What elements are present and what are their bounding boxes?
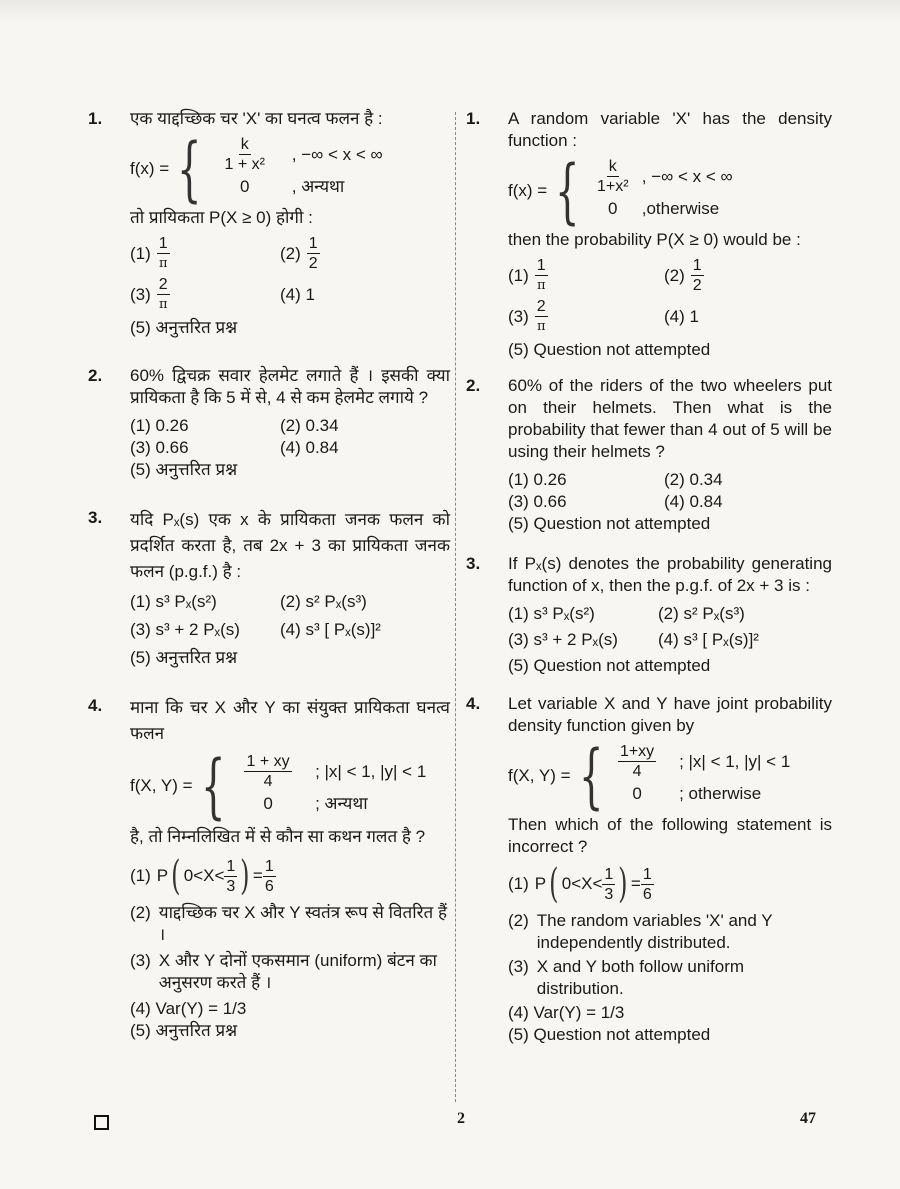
question-stem: If Pₓ(s) denotes the probability generating function of x, then the p.g.f. of 2x + 3 is : xyxy=(508,554,832,595)
option-label: (1) xyxy=(130,866,151,885)
fraction-numerator: 1 xyxy=(536,257,546,274)
equals-sign: = xyxy=(630,874,641,893)
inequality-text: 0<X< xyxy=(183,866,225,885)
options xyxy=(130,591,450,669)
option-label: (2) xyxy=(130,903,151,922)
option-label: (3) xyxy=(508,306,529,326)
option-1 xyxy=(508,257,664,294)
fraction-denominator: 6 xyxy=(264,877,274,895)
fraction-denominator: π xyxy=(536,319,546,334)
options xyxy=(508,469,832,535)
fraction-denominator: 4 xyxy=(632,763,642,780)
fraction-denominator: 1 + x² xyxy=(224,156,265,173)
option-4: (4) 1 xyxy=(664,306,699,326)
option-text: X and Y both follow uniform distribution. xyxy=(536,957,745,998)
column-divider xyxy=(455,112,456,1102)
question-number: 2. xyxy=(466,376,481,395)
fraction-denominator: π xyxy=(536,278,546,293)
question-number: 1. xyxy=(88,109,103,128)
option-label: (2) xyxy=(664,265,685,285)
fraction-denominator: 2 xyxy=(308,255,318,272)
options xyxy=(130,415,450,481)
option-text: X और Y दोनों एकसमान (uniform) बंटन का अनुसरण करते हैं । xyxy=(158,951,437,992)
function-lhs: f(X, Y) = xyxy=(130,775,193,795)
english-question-4 xyxy=(466,693,832,1046)
case-condition: ; |x| < 1, |y| < 1 xyxy=(315,761,427,781)
case-condition: , अन्यथा xyxy=(291,177,345,196)
case-condition: ; otherwise xyxy=(679,784,762,803)
option-4: (4) s³ [ Pₓ(s)]² xyxy=(280,620,381,639)
option-3 xyxy=(130,950,450,994)
function-lhs: f(x) = xyxy=(130,158,170,178)
fraction-denominator: π xyxy=(158,297,168,312)
option-3: (3) 0.66 xyxy=(130,438,189,457)
option-2: (2) 0.34 xyxy=(664,470,723,489)
question-ask: है, तो निम्नलिखित में से कौन सा कथन गलत है ? xyxy=(130,827,426,846)
question-ask: then the probability P(X ≥ 0) would be : xyxy=(508,230,801,249)
case-value: 0 xyxy=(240,177,250,196)
hindi-question-3 xyxy=(88,507,450,669)
question-number: 4. xyxy=(88,696,103,715)
option-1: (1) s³ Pₓ(s²) xyxy=(508,604,595,623)
fraction-numerator: k xyxy=(608,158,617,175)
option-2 xyxy=(130,902,450,946)
function-lhs: f(X, Y) = xyxy=(508,765,571,785)
fraction-denominator: 2 xyxy=(692,277,702,294)
options xyxy=(508,257,832,361)
option-label: (2) xyxy=(508,911,529,930)
option-label: (3) xyxy=(130,951,151,970)
case-condition: , −∞ < x < ∞ xyxy=(641,166,733,186)
question-stem: 60% द्विचक्र सवार हेलमेट लगाते हैं । इसकी क्या प्रायिकता है कि 5 में से, 4 से कम हेलमेट लगाये ? xyxy=(130,366,450,407)
footer-square-mark xyxy=(94,1115,109,1130)
option-5: (5) अनुत्तरित प्रश्न xyxy=(130,648,238,667)
question-stem: यदि Pₓ(s) एक x के प्रायिकता जनक फलन को प्रदर्शित करता है, तब 2x + 3 का प्रायिकता जनक फलन (p.g.f.) है : xyxy=(130,510,450,581)
hindi-question-4 xyxy=(88,695,450,1042)
option-2: (2) s² Pₓ(s³) xyxy=(658,604,745,623)
left-brace: { xyxy=(200,744,226,827)
option-text: The random variables 'X' and Y independently distributed. xyxy=(536,911,773,952)
question-ask: Then which of the following statement is incorrect ? xyxy=(508,815,832,856)
case-value: 0 xyxy=(263,794,273,813)
hindi-column xyxy=(88,108,450,1042)
option-4: (4) Var(Y) = 1/3 xyxy=(130,999,247,1018)
question-number: 3. xyxy=(466,554,481,573)
question-stem: माना कि चर X और Y का संयुक्त प्रायिकता घनत्व फलन xyxy=(130,698,450,743)
option-label: (1) xyxy=(130,243,151,263)
option-4: (4) 0.84 xyxy=(280,438,339,457)
probability-symbol: P xyxy=(156,866,169,885)
option-4: (4) s³ [ Pₓ(s)]² xyxy=(658,630,759,649)
english-column xyxy=(466,108,832,1046)
option-4: (4) 1 xyxy=(280,284,315,304)
option-5: (5) Question not attempted xyxy=(508,340,711,359)
fraction-denominator: 4 xyxy=(263,773,273,790)
question-number: 4. xyxy=(466,694,481,713)
option-5: (5) अनुत्तरित प्रश्न xyxy=(130,460,238,479)
page-number-right: 47 xyxy=(800,1110,816,1127)
question-number: 1. xyxy=(466,109,481,128)
option-3: (3) s³ + 2 Pₓ(s) xyxy=(508,630,618,649)
left-paren: ( xyxy=(549,861,559,907)
option-3: (3) s³ + 2 Pₓ(s) xyxy=(130,620,240,639)
case-value: 0 xyxy=(608,199,618,218)
option-4: (4) Var(Y) = 1/3 xyxy=(508,1003,625,1022)
fraction-numerator: 2 xyxy=(158,276,168,293)
option-3 xyxy=(508,956,832,1000)
question-stem: एक याद्दच्छिक चर 'X' का घनत्व फलन है : xyxy=(130,109,383,128)
piecewise-function xyxy=(508,734,832,817)
function-lhs: f(x) = xyxy=(508,180,548,200)
case-condition: , −∞ < x < ∞ xyxy=(291,144,383,164)
option-1: (1) 0.26 xyxy=(508,470,567,489)
fraction-numerator: 1 + xy xyxy=(246,753,290,770)
option-label: (3) xyxy=(508,957,529,976)
piecewise-function xyxy=(130,127,450,210)
option-3 xyxy=(130,276,280,313)
equals-sign: = xyxy=(252,866,263,885)
piecewise-function xyxy=(508,149,832,232)
fraction-denominator: 1+x² xyxy=(596,178,629,195)
fraction-numerator: 1 xyxy=(642,865,652,883)
option-1: (1) 0.26 xyxy=(130,416,189,435)
scan-top-shade xyxy=(0,0,900,22)
fraction-denominator: 6 xyxy=(642,885,652,903)
options xyxy=(508,861,832,1046)
left-brace: { xyxy=(177,127,202,210)
option-1: (1) s³ Pₓ(s²) xyxy=(130,592,217,611)
case-condition: ; अन्यथा xyxy=(315,794,368,813)
option-5: (5) अनुत्तरित प्रश्न xyxy=(130,318,238,337)
option-text: याद्दच्छिक चर X और Y स्वतंत्र रूप से वितरित हैं । xyxy=(158,903,447,944)
probability-symbol: P xyxy=(534,874,547,893)
hindi-question-2 xyxy=(88,365,450,481)
piecewise-function xyxy=(130,744,450,827)
option-label: (2) xyxy=(280,243,301,263)
question-number: 3. xyxy=(88,508,103,527)
question-stem: 60% of the riders of the two wheelers put on their helmets. Then what is the probability that fewer than 4 out of 5 will be using their helmets ? xyxy=(508,376,832,461)
density-fraction xyxy=(595,158,631,195)
option-1 xyxy=(130,235,280,272)
option-5: (5) अनुत्तरित प्रश्न xyxy=(130,1021,238,1040)
case-condition: ; |x| < 1, |y| < 1 xyxy=(679,751,791,771)
left-brace: { xyxy=(578,734,604,817)
question-number: 2. xyxy=(88,366,103,385)
question-stem: A random variable 'X' has the density function : xyxy=(508,109,832,150)
option-5: (5) Question not attempted xyxy=(508,656,711,675)
density-fraction xyxy=(244,753,291,790)
fraction-numerator: 1 xyxy=(604,865,614,883)
fraction-numerator: 1 xyxy=(226,857,236,875)
question-stem: Let variable X and Y have joint probability density function given by xyxy=(508,694,832,735)
option-2 xyxy=(280,235,450,272)
fraction-numerator: 1 xyxy=(308,235,318,252)
option-1 xyxy=(508,861,832,907)
fraction-numerator: 1 xyxy=(264,857,274,875)
density-fraction xyxy=(223,136,267,173)
option-label: (3) xyxy=(130,284,151,304)
option-4: (4) 0.84 xyxy=(664,492,723,511)
case-condition: ,otherwise xyxy=(641,199,720,218)
page-number-left: 2 xyxy=(457,1110,465,1127)
fraction-numerator: 1 xyxy=(692,257,702,274)
option-3 xyxy=(508,298,664,335)
option-2 xyxy=(664,257,832,294)
left-paren: ( xyxy=(171,853,181,899)
option-5: (5) Question not attempted xyxy=(508,1025,711,1044)
english-question-2 xyxy=(466,375,832,535)
fraction-numerator: 1+xy xyxy=(619,743,655,760)
fraction-denominator: π xyxy=(158,256,168,271)
inequality-text: 0<X< xyxy=(561,874,603,893)
options xyxy=(130,235,450,339)
right-paren: ) xyxy=(618,861,628,907)
english-question-1 xyxy=(466,108,832,361)
english-question-3 xyxy=(466,553,832,677)
option-2: (2) s² Pₓ(s³) xyxy=(280,592,367,611)
fraction-denominator: 3 xyxy=(226,877,236,895)
density-fraction xyxy=(618,743,656,780)
option-2 xyxy=(508,910,832,954)
option-label: (1) xyxy=(508,265,529,285)
option-5: (5) Question not attempted xyxy=(508,514,711,533)
options xyxy=(130,853,450,1042)
left-brace: { xyxy=(555,149,580,232)
fraction-numerator: 2 xyxy=(536,298,546,315)
option-2: (2) 0.34 xyxy=(280,416,339,435)
options xyxy=(508,603,832,677)
hindi-question-1 xyxy=(88,108,450,339)
fraction-denominator: 3 xyxy=(604,885,614,903)
question-ask: तो प्रायिकता P(X ≥ 0) होगी : xyxy=(130,208,313,227)
fraction-numerator: 1 xyxy=(158,235,168,252)
fraction-numerator: k xyxy=(240,136,249,153)
option-1 xyxy=(130,853,450,899)
right-paren: ) xyxy=(240,853,250,899)
case-value: 0 xyxy=(632,784,642,803)
option-label: (1) xyxy=(508,874,529,893)
option-3: (3) 0.66 xyxy=(508,492,567,511)
